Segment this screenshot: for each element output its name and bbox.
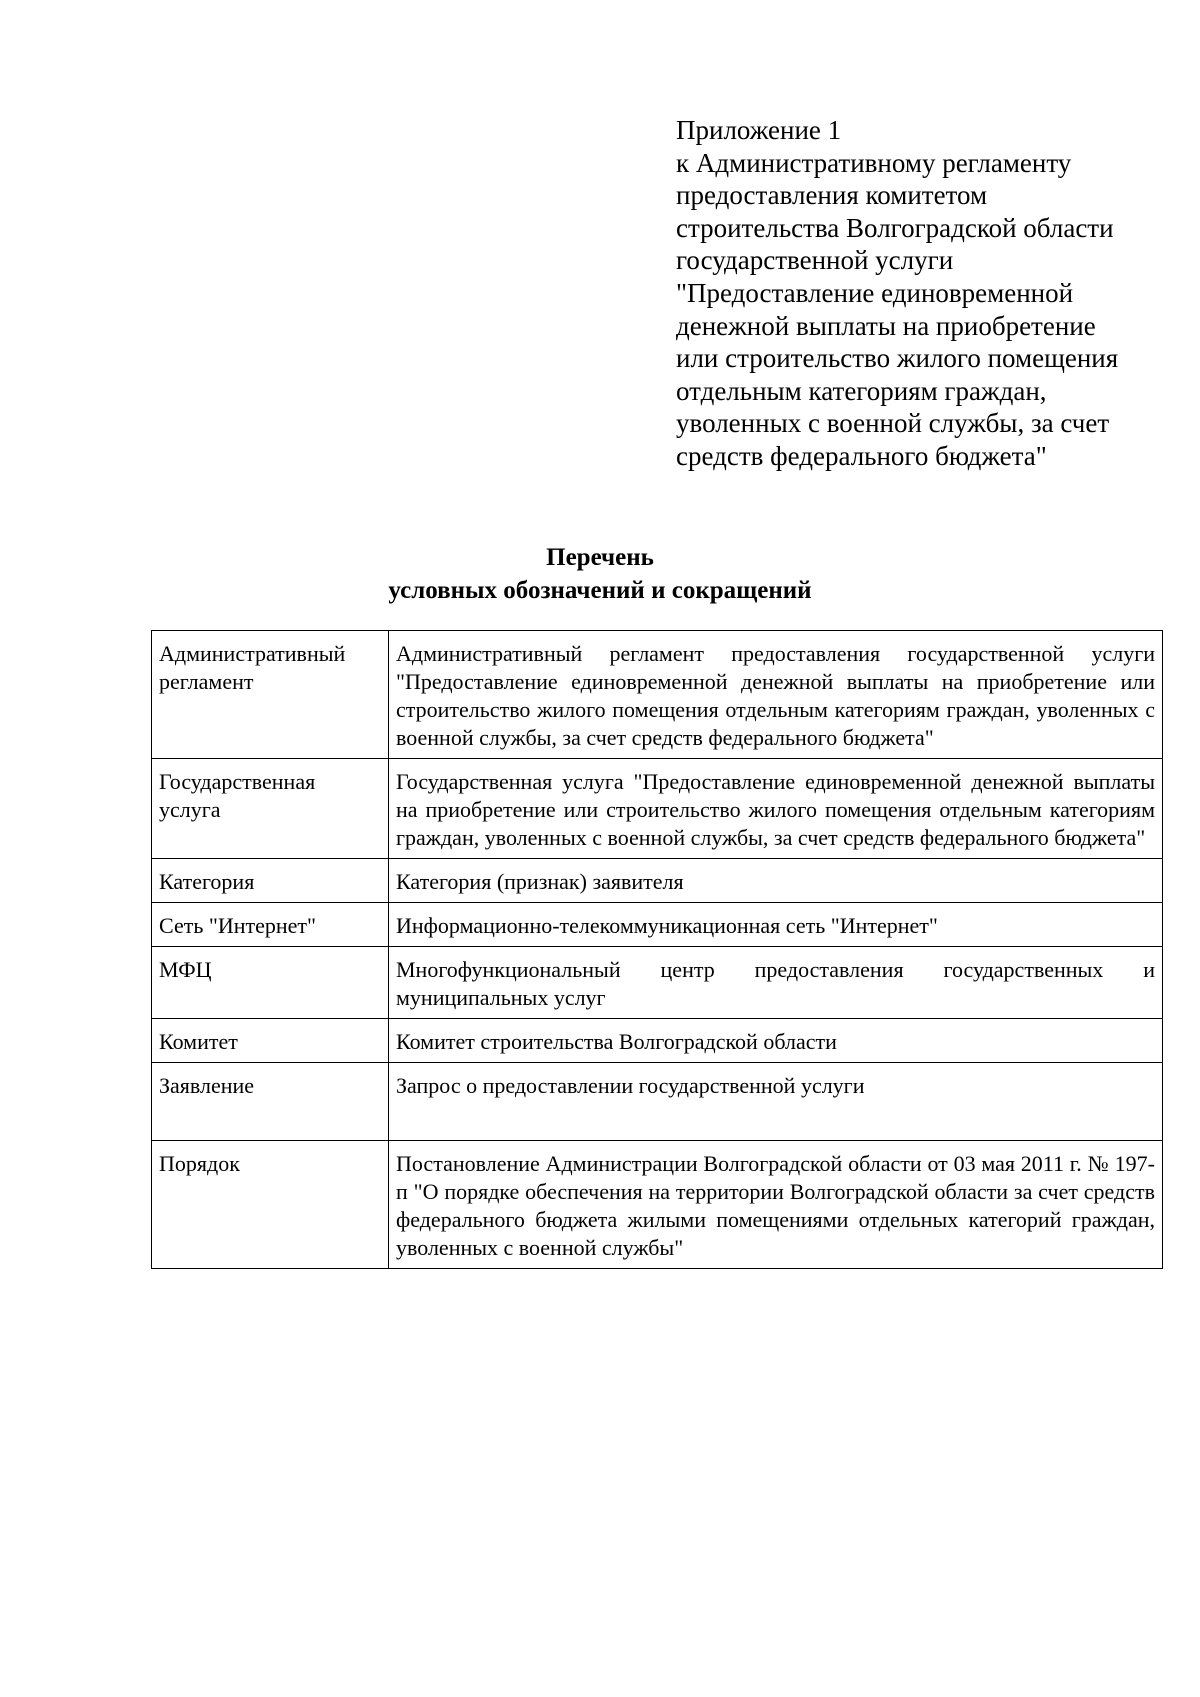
table-row bbox=[152, 759, 1163, 859]
term-cell: МФЦ bbox=[152, 947, 389, 1019]
term-cell: Категория bbox=[152, 859, 389, 903]
appendix-line: строительства Волгоградской области bbox=[676, 212, 1114, 243]
definition-cell: Многофункциональный центр предоставления государственных и муниципальных услуг bbox=[389, 947, 1163, 1019]
table-row bbox=[152, 903, 1163, 947]
appendix-line: предоставления комитетом bbox=[676, 180, 988, 211]
term-cell: Сеть "Интернет" bbox=[152, 903, 389, 947]
term-cell: Комитет bbox=[152, 1019, 389, 1063]
table-row bbox=[152, 631, 1163, 759]
appendix-line: или строительство жилого помещения bbox=[676, 343, 1119, 374]
definition-cell: Административный регламент предоставления государственной услуги "Предоставление единовременной денежной выплаты на приобретение или строительство жилого помещения отдельным категориям граждан, уволенных с военной службы, за счет средств федерального бюджета" bbox=[389, 631, 1163, 759]
appendix-line: уволенных с военной службы, за счет bbox=[676, 408, 1110, 439]
term-cell: Порядок bbox=[152, 1141, 389, 1269]
definition-cell: Категория (признак) заявителя bbox=[389, 859, 1163, 903]
table-row bbox=[152, 859, 1163, 903]
document-title: Перечень bbox=[546, 544, 654, 571]
table-row bbox=[152, 1019, 1163, 1063]
appendix-line: Приложение 1 bbox=[676, 115, 842, 145]
table-row bbox=[152, 1063, 1163, 1141]
appendix-line: денежной выплаты на приобретение bbox=[676, 310, 1096, 341]
definition-cell: Информационно-телекоммуникационная сеть "Интернет" bbox=[389, 903, 1163, 947]
appendix-line: к Административному регламенту bbox=[676, 147, 1072, 178]
table-row bbox=[152, 1141, 1163, 1269]
definition-cell: Комитет строительства Волгоградской области bbox=[389, 1019, 1163, 1063]
appendix-header bbox=[676, 114, 1176, 473]
table-row bbox=[152, 947, 1163, 1019]
document-subtitle: условных обозначений и сокращений bbox=[388, 577, 812, 604]
definition-cell: Запрос о предоставлении государственной услуги bbox=[389, 1063, 1163, 1141]
appendix-line: "Предоставление единовременной bbox=[676, 277, 1074, 308]
abbreviations-table bbox=[151, 630, 1163, 1269]
appendix-line: государственной услуги bbox=[676, 245, 954, 276]
term-cell: Государственная услуга bbox=[152, 759, 389, 859]
term-cell: Заявление bbox=[152, 1063, 389, 1141]
appendix-line: отдельным категориям граждан, bbox=[676, 375, 1047, 406]
definition-cell: Государственная услуга "Предоставление единовременной денежной выплаты на приобретение или строительство жилого помещения отдельным категориям граждан, уволенных с военной службы, за счет средств федерального бюджета" bbox=[389, 759, 1163, 859]
term-cell: Административный регламент bbox=[152, 631, 389, 759]
definition-cell: Постановление Администрации Волгоградской области от 03 мая 2011 г. № 197-п "О порядке обеспечения на территории Волгоградской области за счет средств федерального бюджета жилыми помещениями отдельных категорий граждан, уволенных с военной службы" bbox=[389, 1141, 1163, 1269]
appendix-line: средств федерального бюджета" bbox=[676, 440, 1047, 471]
